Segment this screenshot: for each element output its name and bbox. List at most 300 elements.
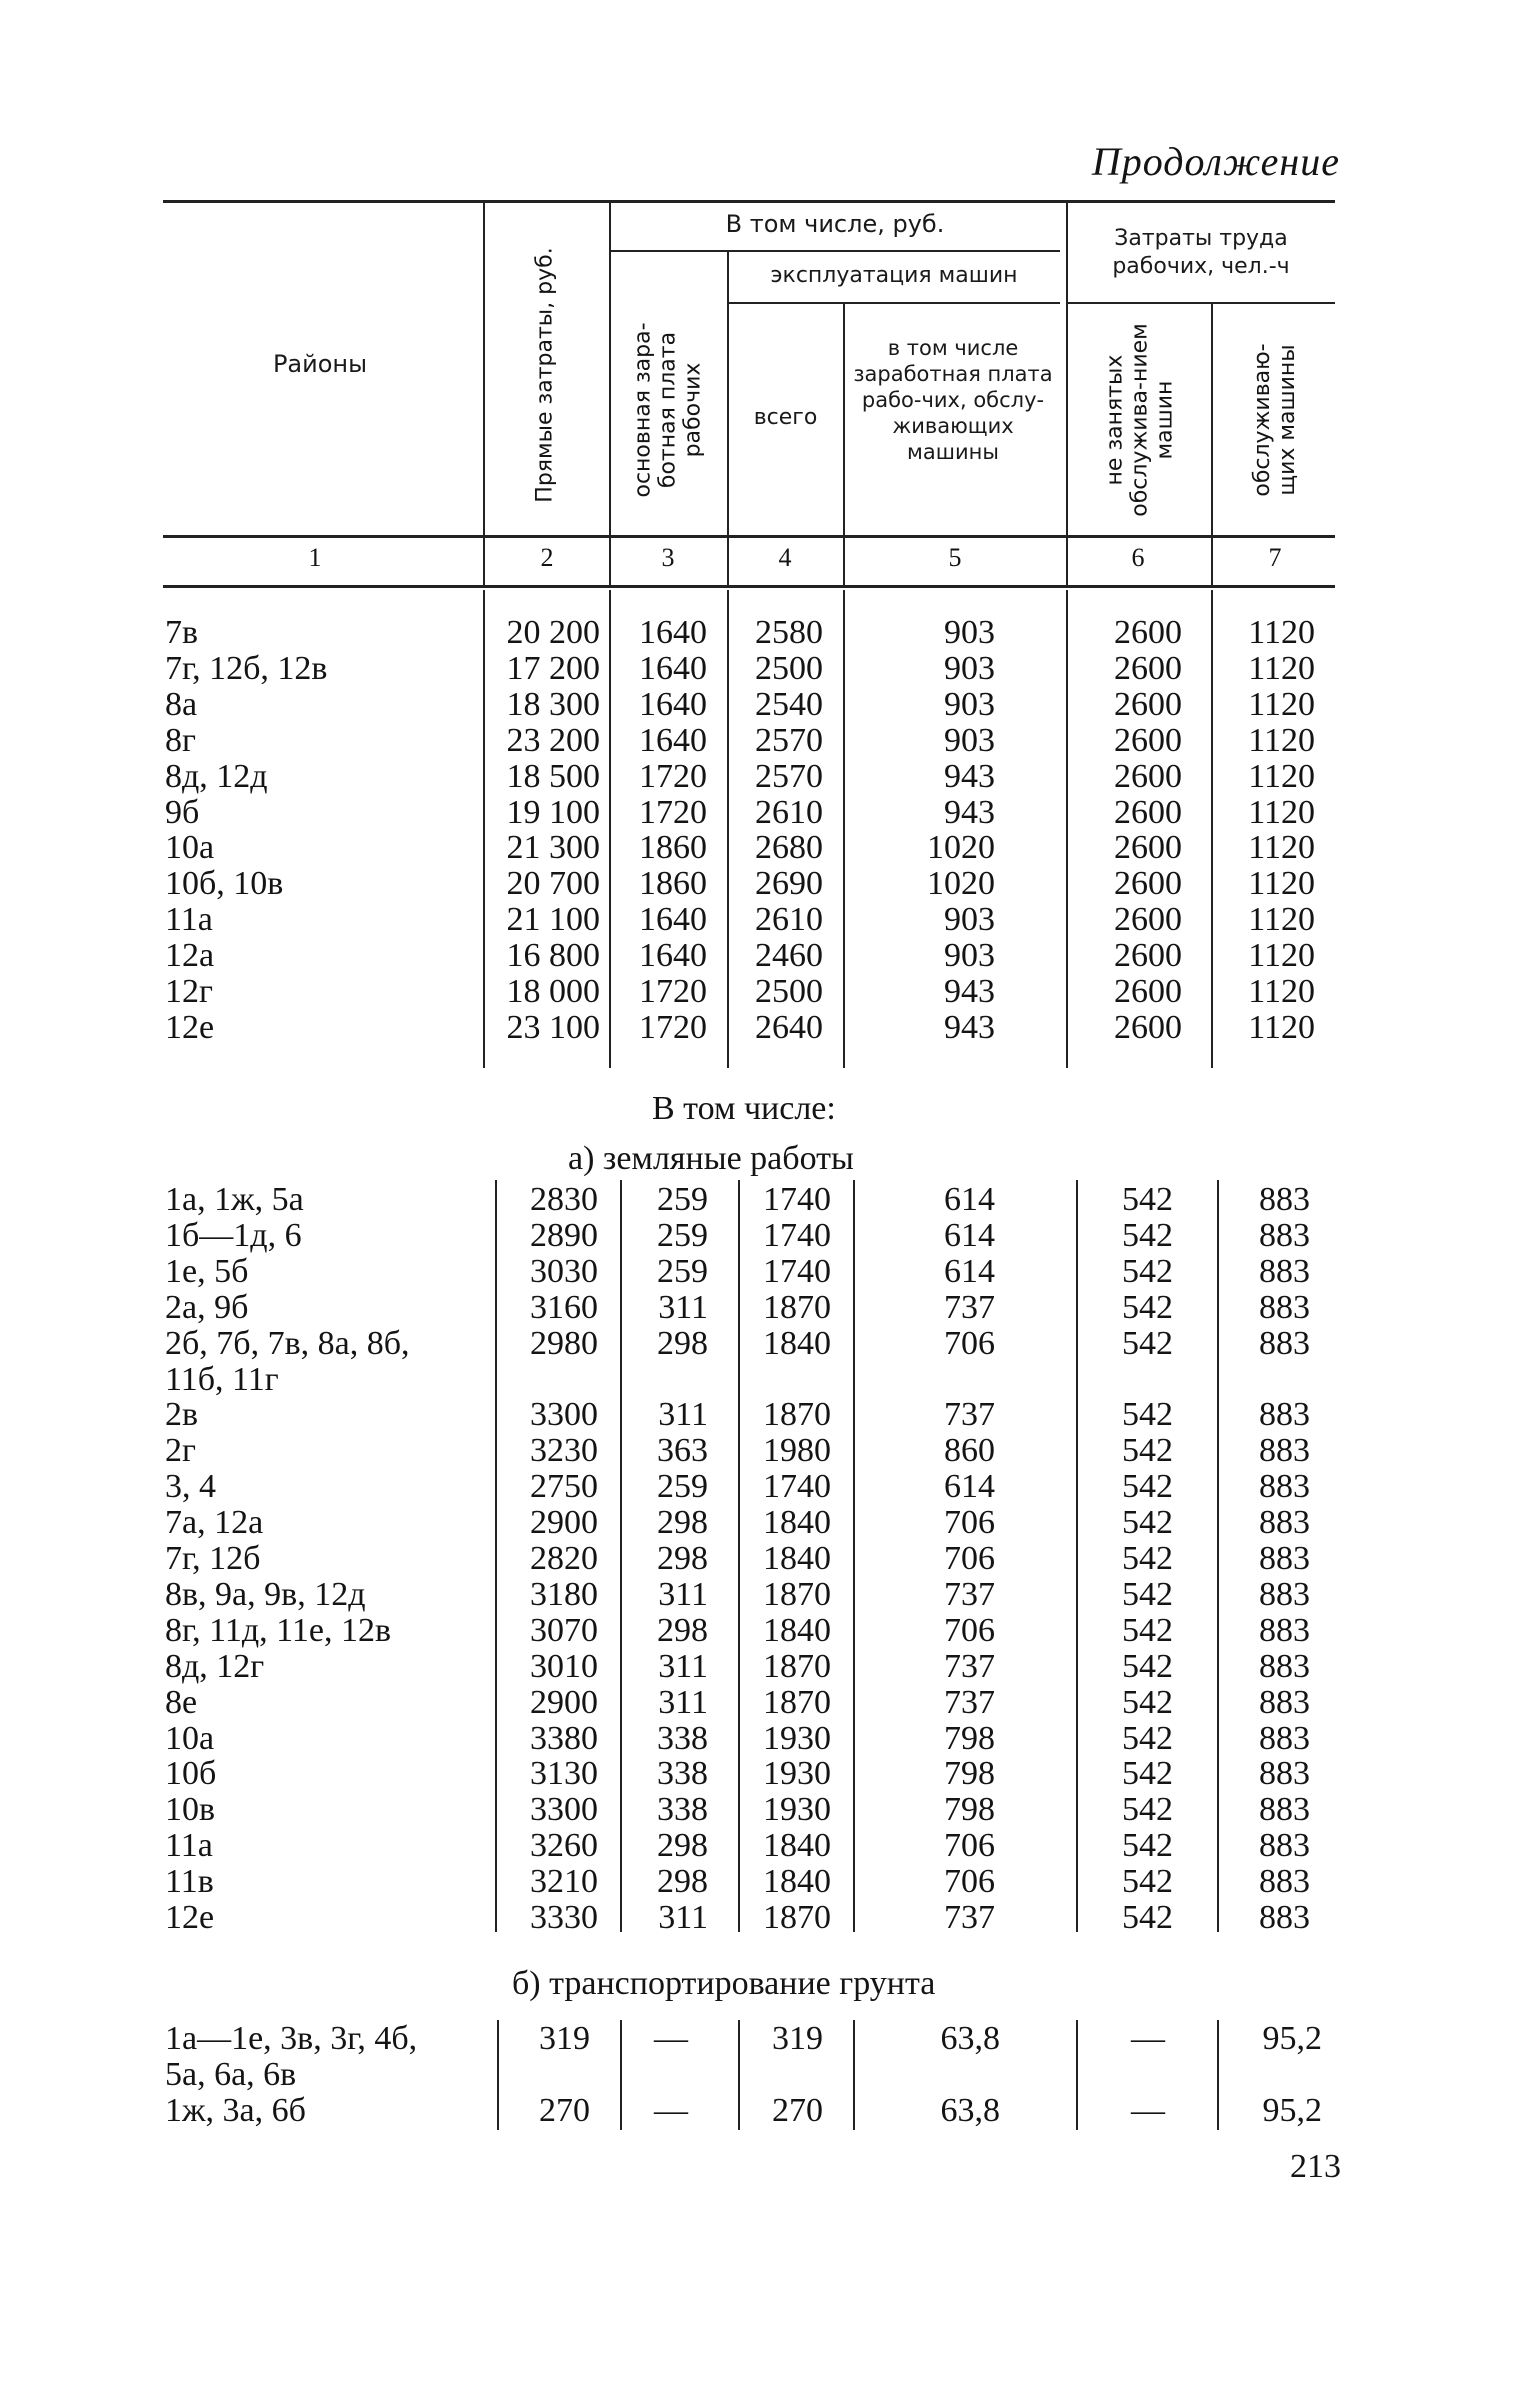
value-cell: 1870 [763,1575,831,1613]
value-cell: 903 [944,937,995,975]
value-cell: 1120 [1248,649,1315,687]
value-cell: 2570 [755,757,823,795]
value-cell: 1840 [763,1611,831,1649]
value-cell: 298 [657,1504,708,1542]
table-row [0,650,1533,686]
column-number: 2 [540,543,554,572]
value-cell: 20 700 [506,865,600,903]
value-cell: 1720 [639,793,707,831]
value-cell: 1740 [763,1252,831,1290]
value-cell: 883 [1259,1252,1310,1290]
value-cell: 319 [772,2020,823,2057]
value-cell: 23 100 [506,1008,600,1046]
header-regions: Районы [272,350,368,378]
value-cell: 298 [657,1324,708,1362]
value-cell: 2500 [755,973,823,1010]
value-cell: 3130 [530,1755,598,1793]
value-cell: 1640 [639,721,707,759]
value-cell: 883 [1259,1683,1310,1721]
value-cell: 883 [1259,1288,1310,1326]
table-row [0,686,1533,722]
page-number: 213 [1290,2148,1341,2185]
table-row [0,1863,1533,1899]
value-cell: 311 [658,1396,708,1434]
value-cell: 1120 [1248,685,1315,723]
value-cell: 1120 [1248,973,1315,1010]
value-cell: 903 [944,685,995,723]
continuation-label: Продолжение [1091,139,1340,184]
value-cell: 2820 [530,1540,598,1577]
header-bottom-rule [163,535,1335,538]
region-cell: 8д, 12д [165,757,268,795]
table-row [0,1396,1533,1432]
value-cell: 18 000 [506,973,600,1010]
value-cell: 2600 [1114,614,1182,651]
value-cell: 706 [944,1827,995,1865]
value-cell: 1870 [763,1683,831,1721]
value-cell: 3010 [530,1647,598,1685]
value-cell: 1870 [763,1899,831,1936]
value-cell: 2570 [755,721,823,759]
value-cell: 338 [657,1791,708,1829]
region-cell: 12е [165,1899,215,1936]
value-cell: 860 [944,1432,995,1470]
value-cell: 542 [1122,1432,1173,1470]
value-cell: 1860 [639,865,707,903]
value-cell: 1120 [1248,865,1315,903]
region-cell: 5а, 6а, 6в [165,2056,297,2093]
value-cell: 737 [944,1288,995,1326]
value-cell: 298 [657,1827,708,1865]
header-labor-costs: Затраты труда рабочих, чел.-ч [1112,226,1290,279]
value-cell: 542 [1122,1181,1173,1218]
value-cell: 542 [1122,1288,1173,1326]
value-cell: 943 [944,973,995,1010]
region-cell: 8е [165,1683,198,1721]
table-row [0,1684,1533,1720]
value-cell: 883 [1259,1432,1310,1470]
value-cell: 21 300 [506,829,600,867]
value-cell: 1840 [763,1504,831,1542]
value-cell: 2540 [755,685,823,723]
value-cell: 2750 [530,1468,598,1506]
value-cell: 2690 [755,865,823,903]
table-row [0,1720,1533,1756]
value-cell: 20 200 [506,614,600,651]
value-cell: 311 [658,1288,708,1326]
value-cell: 903 [944,614,995,651]
value-cell: 63,8 [940,2020,1000,2057]
value-cell: 943 [944,757,995,795]
value-cell: 2600 [1114,649,1182,687]
value-cell: 259 [657,1216,708,1254]
value-cell: 2830 [530,1181,598,1218]
table-row [0,1576,1533,1612]
value-cell: 298 [657,1540,708,1577]
value-cell: 3260 [530,1827,598,1865]
column-number: 3 [661,543,675,572]
value-cell: 16 800 [506,937,600,975]
value-cell: 706 [944,1611,995,1649]
value-cell: 2600 [1114,757,1182,795]
value-cell: 1120 [1248,757,1315,795]
value-cell: 2890 [530,1216,598,1254]
region-cell: 12г [165,973,213,1010]
value-cell: 542 [1122,1396,1173,1434]
value-cell: 1120 [1248,901,1315,939]
value-cell: 542 [1122,1827,1173,1865]
region-cell: 1ж, 3а, 6б [165,2092,306,2129]
value-cell: 2600 [1114,937,1182,975]
value-cell: 2580 [755,614,823,651]
value-cell: 542 [1122,1324,1173,1362]
value-cell: 542 [1122,1540,1173,1577]
top-rule [163,200,1335,203]
table-row [0,829,1533,865]
region-cell: 12а [165,937,215,975]
value-cell: 1640 [639,901,707,939]
value-cell: 1840 [763,1540,831,1577]
value-cell: 883 [1259,1827,1310,1865]
region-cell: 1а—1е, 3в, 3г, 4б, [165,2020,418,2057]
value-cell: 542 [1122,1791,1173,1829]
value-cell: 363 [657,1432,708,1470]
value-cell: 3030 [530,1252,598,1290]
value-cell: 883 [1259,1540,1310,1577]
value-cell: 614 [944,1181,995,1218]
value-cell: 3380 [530,1719,598,1757]
region-cell: 7г, 12б [165,1540,261,1577]
value-cell: 2600 [1114,865,1182,903]
value-cell: 1860 [639,829,707,867]
table-row [0,1181,1533,1217]
region-cell: 3, 4 [165,1468,216,1506]
value-cell: 2500 [755,649,823,687]
value-cell: 3160 [530,1288,598,1326]
section-a-title: а) земляные работы [568,1140,854,1177]
column-number: 6 [1131,543,1145,572]
column-number: 5 [948,543,962,572]
value-cell: 883 [1259,1324,1310,1362]
section-b-title: б) транспортирование грунта [512,1965,936,2002]
table-row [0,2020,1533,2056]
value-cell: 737 [944,1647,995,1685]
machines-rule [728,302,1060,304]
value-cell: 3330 [530,1899,598,1936]
value-cell: 1640 [639,614,707,651]
region-cell: 2б, 7б, 7в, 8а, 8б, [165,1324,410,1362]
header-direct-costs: Прямые затраты, руб. [532,247,558,503]
header-incl-wages: в том числе заработная плата рабо-чих, обслу-живающих машины [853,336,1053,464]
region-cell: 10а [165,1719,215,1757]
region-cell: 2в [165,1396,199,1434]
value-cell: 903 [944,721,995,759]
table-row [0,614,1533,650]
region-cell: 2г [165,1432,196,1470]
value-cell: — [1131,2092,1165,2129]
value-cell: 883 [1259,1181,1310,1218]
value-cell: 259 [657,1252,708,1290]
value-cell: 542 [1122,1216,1173,1254]
value-cell: 21 100 [506,901,600,939]
table-row [0,2092,1533,2128]
region-cell: 2а, 9б [165,1288,249,1326]
value-cell: 298 [657,1863,708,1901]
value-cell: 2600 [1114,973,1182,1010]
table-row [0,758,1533,794]
value-cell: 2680 [755,829,823,867]
table-row [0,1253,1533,1289]
table-row [0,1540,1533,1576]
value-cell: 2980 [530,1324,598,1362]
value-cell: 259 [657,1468,708,1506]
including-rule [610,250,1060,252]
value-cell: 3230 [530,1432,598,1470]
table-row [0,1468,1533,1504]
region-cell: 7а, 12а [165,1504,264,1542]
table-row [0,865,1533,901]
value-cell: 798 [944,1719,995,1757]
value-cell: 1020 [927,865,995,903]
table-row [0,1755,1533,1791]
value-cell: 1120 [1248,793,1315,831]
value-cell: 614 [944,1468,995,1506]
value-cell: 706 [944,1324,995,1362]
table-row [0,1289,1533,1325]
region-cell: 9б [165,793,200,831]
value-cell: 542 [1122,1504,1173,1542]
value-cell: 338 [657,1719,708,1757]
value-cell: 2610 [755,901,823,939]
value-cell: 883 [1259,1791,1310,1829]
value-cell: 338 [657,1755,708,1793]
value-cell: 1020 [927,829,995,867]
value-cell: 943 [944,793,995,831]
value-cell: 737 [944,1575,995,1613]
value-cell: 737 [944,1899,995,1936]
value-cell: 2600 [1114,901,1182,939]
value-cell: 63,8 [940,2092,1000,2129]
header-vline [1066,202,1068,587]
value-cell: 1640 [639,937,707,975]
region-cell: 7г, 12б, 12в [165,649,328,687]
value-cell: 3070 [530,1611,598,1649]
value-cell: 95,2 [1262,2092,1322,2129]
value-cell: — [654,2092,688,2129]
value-cell: 883 [1259,1719,1310,1757]
column-number: 1 [308,543,322,572]
table-row [0,1504,1533,1540]
value-cell: 706 [944,1540,995,1577]
region-cell: 1е, 5б [165,1252,249,1290]
value-cell: 883 [1259,1863,1310,1901]
table-row [0,1009,1533,1045]
value-cell: 903 [944,901,995,939]
value-cell: 883 [1259,1216,1310,1254]
region-cell: 1а, 1ж, 5а [165,1181,304,1218]
value-cell: 1870 [763,1288,831,1326]
table-row [0,937,1533,973]
table-row [0,901,1533,937]
value-cell: 259 [657,1181,708,1218]
value-cell: 1720 [639,757,707,795]
value-cell: 542 [1122,1863,1173,1901]
value-cell: 2600 [1114,793,1182,831]
value-cell: — [1131,2020,1165,2057]
value-cell: 1840 [763,1827,831,1865]
value-cell: 943 [944,1008,995,1046]
value-cell: 883 [1259,1647,1310,1685]
table-row [0,1361,1533,1397]
value-cell: 542 [1122,1611,1173,1649]
value-cell: 2900 [530,1504,598,1542]
value-cell: 542 [1122,1899,1173,1936]
value-cell: 1120 [1248,721,1315,759]
value-cell: 542 [1122,1647,1173,1685]
value-cell: 2600 [1114,721,1182,759]
table-row [0,1432,1533,1468]
value-cell: 23 200 [506,721,600,759]
table-row [0,973,1533,1009]
value-cell: 311 [658,1647,708,1685]
value-cell: 706 [944,1504,995,1542]
colnum-bottom-rule [163,585,1335,588]
table-row [0,794,1533,830]
value-cell: 3210 [530,1863,598,1901]
value-cell: 3300 [530,1396,598,1434]
value-cell: 298 [657,1611,708,1649]
column-number: 7 [1268,543,1282,572]
value-cell: 542 [1122,1755,1173,1793]
value-cell: 311 [658,1683,708,1721]
value-cell: 1120 [1248,937,1315,975]
value-cell: 706 [944,1863,995,1901]
region-cell: 10б [165,1755,217,1793]
header-not-busy: не занятых обслужива-нием машин [1102,323,1178,517]
value-cell: 614 [944,1216,995,1254]
region-cell: 8д, 12г [165,1647,265,1685]
table-row [0,1325,1533,1361]
value-cell: 542 [1122,1468,1173,1506]
value-cell: 798 [944,1755,995,1793]
value-cell: 542 [1122,1719,1173,1757]
value-cell: 737 [944,1396,995,1434]
value-cell: 270 [772,2092,823,2129]
value-cell: 17 200 [506,649,600,687]
value-cell: 2460 [755,937,823,975]
value-cell: 542 [1122,1252,1173,1290]
region-cell: 11а [165,1827,213,1865]
value-cell: 1740 [763,1216,831,1254]
header-servicing: обслуживаю-щих машины [1250,343,1300,497]
region-cell: 10б, 10в [165,865,284,903]
including-label: В том числе: [652,1090,836,1127]
region-cell: 7в [165,614,199,651]
value-cell: 18 300 [506,685,600,723]
header-vline [609,202,611,587]
table-row [0,722,1533,758]
value-cell: 1120 [1248,829,1315,867]
value-cell: 270 [539,2092,590,2129]
table-row [0,1612,1533,1648]
value-cell: 1120 [1248,614,1315,651]
value-cell: 2640 [755,1008,823,1046]
value-cell: 1870 [763,1647,831,1685]
region-cell: 8г [165,721,196,759]
header-including: В том числе, руб. [725,210,945,238]
value-cell: 1930 [763,1755,831,1793]
region-cell: 10в [165,1791,216,1829]
table-row [0,1791,1533,1827]
value-cell: 3180 [530,1575,598,1613]
value-cell: 319 [539,2020,590,2057]
value-cell: 1930 [763,1791,831,1829]
region-cell: 1б—1д, 6 [165,1216,302,1254]
table-row [0,1827,1533,1863]
value-cell: 883 [1259,1575,1310,1613]
value-cell: 1840 [763,1324,831,1362]
region-cell: 11а [165,901,213,939]
value-cell: 883 [1259,1504,1310,1542]
header-vline [843,304,845,587]
value-cell: 883 [1259,1396,1310,1434]
value-cell: 311 [658,1575,708,1613]
header-vline [1211,304,1213,587]
value-cell: 542 [1122,1575,1173,1613]
value-cell: 1840 [763,1863,831,1901]
value-cell: 18 500 [506,757,600,795]
region-cell: 11в [165,1863,214,1901]
value-cell: 3300 [530,1791,598,1829]
value-cell: 2600 [1114,685,1182,723]
column-number: 4 [778,543,792,572]
value-cell: 883 [1259,1755,1310,1793]
region-cell: 8в, 9а, 9в, 12д [165,1575,366,1613]
value-cell: 2900 [530,1683,598,1721]
value-cell: 542 [1122,1683,1173,1721]
value-cell: 95,2 [1262,2020,1322,2057]
value-cell: 1870 [763,1396,831,1434]
region-cell: 10а [165,829,215,867]
table-row [0,1648,1533,1684]
value-cell: 1720 [639,1008,707,1046]
region-cell: 8а [165,685,198,723]
table-row [0,2056,1533,2092]
value-cell: 2600 [1114,829,1182,867]
value-cell: 1930 [763,1719,831,1757]
value-cell: 2610 [755,793,823,831]
value-cell: 883 [1259,1468,1310,1506]
value-cell: 19 100 [506,793,600,831]
header-vline [483,202,485,587]
value-cell: 2600 [1114,1008,1182,1046]
value-cell: 1640 [639,685,707,723]
value-cell: 883 [1259,1611,1310,1649]
value-cell: 1640 [639,649,707,687]
value-cell: 883 [1259,1899,1310,1936]
value-cell: 1740 [763,1181,831,1218]
header-machine-operation: эксплуатация машин [770,263,1018,288]
value-cell: 903 [944,649,995,687]
value-cell: 614 [944,1252,995,1290]
region-cell: 12е [165,1008,215,1046]
value-cell: 1980 [763,1432,831,1470]
labor-rule [1068,302,1335,304]
value-cell: 737 [944,1683,995,1721]
value-cell: 1740 [763,1468,831,1506]
value-cell: 311 [658,1899,708,1936]
table-row [0,1217,1533,1253]
